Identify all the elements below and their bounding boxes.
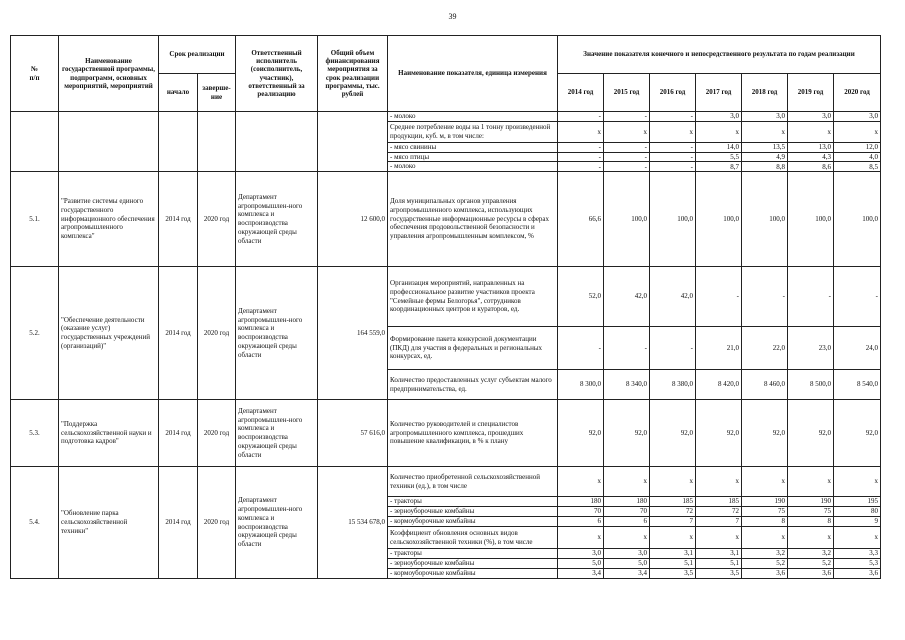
value-cell: - (558, 327, 604, 370)
indicator-cell: Количество предоставленных услуг субъектам малого предпринимательства, ед. (388, 370, 558, 400)
value-cell: 52,0 (558, 267, 604, 327)
value-cell: x (788, 467, 834, 497)
value-cell: 4,3 (788, 152, 834, 162)
value-cell: 8,7 (696, 162, 742, 172)
value-cell: 8,5 (834, 162, 881, 172)
value-cell: 3,0 (604, 549, 650, 559)
value-cell: x (742, 527, 788, 549)
col-values-header: Значение показателя конечного и непосредственного результата по годам реализации (558, 36, 881, 74)
value-cell: 6 (604, 517, 650, 527)
col-period-header: Срок реализации (159, 36, 236, 74)
value-cell: 5,2 (788, 559, 834, 569)
indicator-cell: - молоко (388, 162, 558, 172)
value-cell: 185 (650, 497, 696, 507)
value-cell: - (650, 327, 696, 370)
indicator-cell: - мясо свинины (388, 142, 558, 152)
value-cell: 92,0 (742, 400, 788, 467)
value-cell: - (650, 142, 696, 152)
indicator-cell: Среднее потребление воды на 1 тонну произведенной продукции, куб. м, в том числе: (388, 121, 558, 142)
table-row (11, 267, 881, 327)
item-end: 2020 год (198, 267, 236, 400)
item-end: 2020 год (198, 172, 236, 267)
value-cell: 70 (604, 507, 650, 517)
value-cell: 8 300,0 (558, 370, 604, 400)
col-name-header: Наименование государственной программы, подпрограмм, основных мероприятий, мероприятий (59, 36, 159, 112)
value-cell: 5,5 (696, 152, 742, 162)
value-cell: x (834, 467, 881, 497)
col-indicator-header: Наименование показателя, единица измерения (388, 36, 558, 112)
value-cell: x (834, 121, 881, 142)
start-cell (159, 112, 198, 172)
item-start: 2014 год (159, 267, 198, 400)
page-number: 39 (448, 12, 457, 21)
value-cell: 3,0 (834, 112, 881, 122)
item-number: 5.3. (11, 400, 59, 467)
indicator-cell: - кормоуборочные комбайны (388, 517, 558, 527)
value-cell: 3,6 (788, 569, 834, 579)
value-cell: 42,0 (650, 267, 696, 327)
indicator-cell: - зерноуборочные комбайны (388, 559, 558, 569)
table-row (11, 400, 881, 467)
value-cell: x (650, 121, 696, 142)
value-cell: - (604, 152, 650, 162)
value-cell: 100,0 (742, 172, 788, 267)
indicator-cell: Количество руководителей и специалистов агропромышленного комплекса, прошедших повышение квалификации, в % к плану (388, 400, 558, 467)
value-cell: x (696, 121, 742, 142)
indicator-cell: - молоко (388, 112, 558, 122)
value-cell: 3,0 (742, 112, 788, 122)
value-cell: 5,1 (696, 559, 742, 569)
item-name: "Обеспечение деятельности (оказание услуг) государственных учреждений (организаций)" (59, 267, 159, 400)
value-cell: 9 (834, 517, 881, 527)
value-cell: - (558, 152, 604, 162)
col-end-header: заверше-ние (198, 74, 236, 112)
value-cell: 3,4 (558, 569, 604, 579)
value-cell: - (604, 327, 650, 370)
year-header: 2020 год (834, 74, 881, 112)
value-cell: 72 (650, 507, 696, 517)
value-cell: 92,0 (604, 400, 650, 467)
value-cell: 6 (558, 517, 604, 527)
indicator-cell: - кормоуборочные комбайны (388, 569, 558, 579)
item-number: 5.2. (11, 267, 59, 400)
value-cell: - (558, 112, 604, 122)
item-number: 5.1. (11, 172, 59, 267)
value-cell: x (604, 527, 650, 549)
value-cell: - (558, 142, 604, 152)
value-cell: 3,6 (834, 569, 881, 579)
value-cell: 3,3 (834, 549, 881, 559)
indicator-cell: - тракторы (388, 497, 558, 507)
value-cell: 100,0 (604, 172, 650, 267)
value-cell: 21,0 (696, 327, 742, 370)
end-cell (198, 112, 236, 172)
value-cell: 3,0 (788, 112, 834, 122)
item-funding: 12 600,0 (318, 172, 388, 267)
value-cell: 12,0 (834, 142, 881, 152)
value-cell: 92,0 (788, 400, 834, 467)
year-header: 2016 год (650, 74, 696, 112)
indicator-cell: Доля муниципальных органов управления агропромышленного комплекса, использующих государственные информационные ресурсы в сферах обеспечения продовольственной безопасности и управления агропромышленным комплексом, % (388, 172, 558, 267)
value-cell: x (742, 467, 788, 497)
item-funding: 15 534 678,0 (318, 467, 388, 579)
indicator-cell: Коэффициент обновления основных видов сельскохозяйственной техники (%), в том числе (388, 527, 558, 549)
value-cell: - (650, 162, 696, 172)
value-cell: 8 340,0 (604, 370, 650, 400)
value-cell: 5,1 (650, 559, 696, 569)
value-cell: 3,2 (788, 549, 834, 559)
value-cell: 190 (742, 497, 788, 507)
value-cell: 8,8 (742, 162, 788, 172)
value-cell: - (604, 162, 650, 172)
value-cell: 3,5 (650, 569, 696, 579)
executor-cell (236, 112, 318, 172)
value-cell: 92,0 (650, 400, 696, 467)
value-cell: x (742, 121, 788, 142)
value-cell: 72 (696, 507, 742, 517)
value-cell: 42,0 (604, 267, 650, 327)
value-cell: 70 (558, 507, 604, 517)
indicator-cell: Количество приобретенной сельскохозяйственной техники (ед.), в том числе (388, 467, 558, 497)
item-start: 2014 год (159, 172, 198, 267)
value-cell: x (604, 121, 650, 142)
value-cell: x (558, 527, 604, 549)
value-cell: 5,0 (558, 559, 604, 569)
value-cell: x (650, 467, 696, 497)
col-start-header: начало (159, 74, 198, 112)
value-cell: 92,0 (558, 400, 604, 467)
value-cell: 80 (834, 507, 881, 517)
year-header: 2015 год (604, 74, 650, 112)
col-funding-header: Общий объем финансирования мероприятия за срок реализации программы, тыс. рублей (318, 36, 388, 112)
value-cell: x (604, 467, 650, 497)
value-cell: 3,1 (696, 549, 742, 559)
value-cell: x (558, 121, 604, 142)
value-cell: x (558, 467, 604, 497)
num-cell (11, 112, 59, 172)
value-cell: 180 (558, 497, 604, 507)
value-cell: 7 (650, 517, 696, 527)
value-cell: x (650, 527, 696, 549)
value-cell: 3,0 (696, 112, 742, 122)
value-cell: 92,0 (696, 400, 742, 467)
value-cell: - (604, 142, 650, 152)
value-cell: 3,6 (742, 569, 788, 579)
indicator-cell: - тракторы (388, 549, 558, 559)
year-header: 2019 год (788, 74, 834, 112)
value-cell: 66,6 (558, 172, 604, 267)
value-cell: 180 (604, 497, 650, 507)
value-cell: - (650, 112, 696, 122)
value-cell: 4,9 (742, 152, 788, 162)
value-cell: 195 (834, 497, 881, 507)
value-cell: 8 (788, 517, 834, 527)
value-cell: 185 (696, 497, 742, 507)
value-cell: 5,3 (834, 559, 881, 569)
value-cell: 23,0 (788, 327, 834, 370)
item-start: 2014 год (159, 467, 198, 579)
value-cell: 3,5 (696, 569, 742, 579)
item-start: 2014 год (159, 400, 198, 467)
table-row (11, 112, 881, 122)
value-cell: x (834, 527, 881, 549)
value-cell: 4,0 (834, 152, 881, 162)
value-cell: x (788, 121, 834, 142)
indicator-cell: - мясо птицы (388, 152, 558, 162)
value-cell: 190 (788, 497, 834, 507)
value-cell: 100,0 (788, 172, 834, 267)
value-cell: 92,0 (834, 400, 881, 467)
item-funding: 164 559,0 (318, 267, 388, 400)
value-cell: 13,5 (742, 142, 788, 152)
value-cell: 3,4 (604, 569, 650, 579)
value-cell: 100,0 (650, 172, 696, 267)
col-num-header: № п/п (11, 36, 59, 112)
value-cell: 8,6 (788, 162, 834, 172)
value-cell: - (788, 267, 834, 327)
item-name: "Развитие системы единого государственного информационного обеспечения агропромышленного комплекса" (59, 172, 159, 267)
item-end: 2020 год (198, 400, 236, 467)
year-header: 2018 год (742, 74, 788, 112)
item-executor: Департамент агропромышлен-ного комплекса и воспроизводства окружающей среды области (236, 400, 318, 467)
value-cell: x (696, 527, 742, 549)
value-cell: 8 500,0 (788, 370, 834, 400)
value-cell: 75 (788, 507, 834, 517)
col-executor-header: Ответственный исполнитель (соисполнитель, участник), ответственный за реализацию (236, 36, 318, 112)
value-cell: 13,0 (788, 142, 834, 152)
value-cell: 3,1 (650, 549, 696, 559)
table-row (11, 467, 881, 497)
value-cell: - (558, 162, 604, 172)
results-table (10, 35, 881, 579)
indicator-cell: Формирование пакета конкурсной документации (ПКД) для участия в федеральных и региональных конкурсах, ед. (388, 327, 558, 370)
name-cell (59, 112, 159, 172)
value-cell: 8 (742, 517, 788, 527)
value-cell: 5,0 (604, 559, 650, 569)
value-cell: x (696, 467, 742, 497)
value-cell: - (696, 267, 742, 327)
year-header: 2014 год (558, 74, 604, 112)
value-cell: x (788, 527, 834, 549)
value-cell: 7 (696, 517, 742, 527)
value-cell: 75 (742, 507, 788, 517)
value-cell: 14,0 (696, 142, 742, 152)
value-cell: 8 420,0 (696, 370, 742, 400)
value-cell: 3,2 (742, 549, 788, 559)
item-name: "Обновление парка сельскохозяйственной техники" (59, 467, 159, 579)
indicator-cell: - зерноуборочные комбайны (388, 507, 558, 517)
table-body (11, 112, 881, 579)
value-cell: - (742, 267, 788, 327)
year-header: 2017 год (696, 74, 742, 112)
value-cell: 22,0 (742, 327, 788, 370)
value-cell: 24,0 (834, 327, 881, 370)
table-row (11, 172, 881, 267)
item-executor: Департамент агропромышлен-ного комплекса и воспроизводства окружающей среды области (236, 267, 318, 400)
item-executor: Департамент агропромышлен-ного комплекса и воспроизводства окружающей среды области (236, 467, 318, 579)
value-cell: 8 540,0 (834, 370, 881, 400)
value-cell: 100,0 (834, 172, 881, 267)
value-cell: - (604, 112, 650, 122)
indicator-cell: Организация мероприятий, направленных на профессиональное развитие участников проекта "Семейные фермы Белогорья", сотрудников координационных центров и кураторов, ед. (388, 267, 558, 327)
item-name: "Поддержка сельскохозяйственной науки и подготовка кадров" (59, 400, 159, 467)
item-funding: 57 616,0 (318, 400, 388, 467)
item-end: 2020 год (198, 467, 236, 579)
value-cell: 5,2 (742, 559, 788, 569)
item-executor: Департамент агропромышлен-ного комплекса и воспроизводства окружающей среды области (236, 172, 318, 267)
value-cell: 8 380,0 (650, 370, 696, 400)
value-cell: - (834, 267, 881, 327)
value-cell: 100,0 (696, 172, 742, 267)
value-cell: - (650, 152, 696, 162)
item-number: 5.4. (11, 467, 59, 579)
value-cell: 3,0 (558, 549, 604, 559)
value-cell: 8 460,0 (742, 370, 788, 400)
funding-cell (318, 112, 388, 172)
